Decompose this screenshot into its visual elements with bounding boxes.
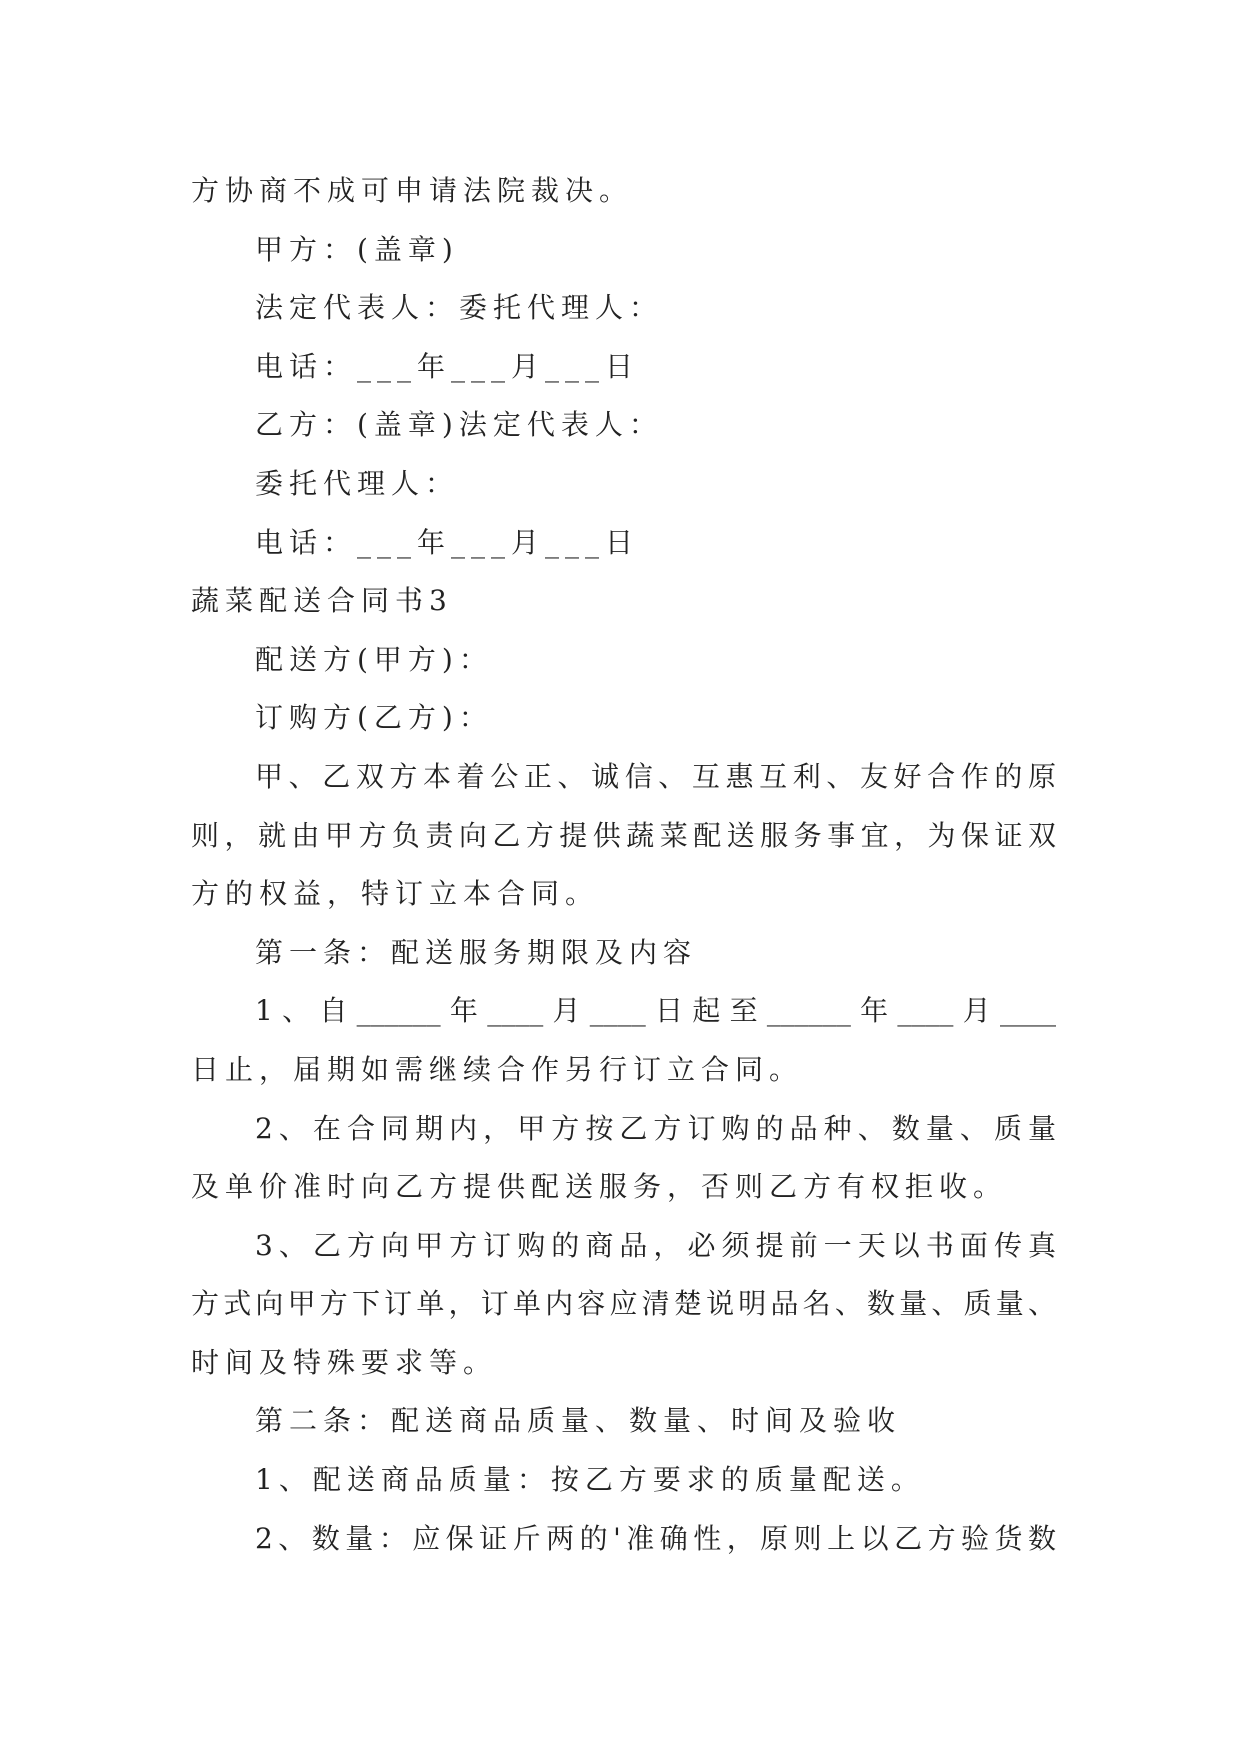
paragraph-line: 法定代表人：委托代理人：	[255, 291, 664, 325]
paragraph-line: 2、在合同期内，甲方按乙方订购的品种、数量、质量	[255, 1111, 1056, 1145]
paragraph-line: 则，就由甲方负责向乙方提供蔬菜配送服务事宜，为保证双	[191, 818, 1056, 852]
paragraph-line: 1、配送商品质量：按乙方要求的质量配送。	[255, 1463, 925, 1497]
document-page	[191, 162, 1056, 1568]
paragraph-line: 甲方：(盖章)	[255, 232, 459, 266]
paragraph-line: 3、乙方向甲方订购的商品，必须提前一天以书面传真	[255, 1228, 1056, 1262]
paragraph-line: 委托代理人：	[255, 466, 460, 500]
paragraph-line: 方式向甲方下订单，订单内容应清楚说明品名、数量、质量、	[191, 1287, 1056, 1321]
paragraph-line: 1、自______年____月____日起至______年____月____	[255, 994, 1056, 1028]
paragraph-line: 2、数量：应保证斤两的'准确性，原则上以乙方验货数	[255, 1521, 1056, 1555]
paragraph-line: 配送方(甲方)：	[255, 642, 493, 676]
paragraph-line: 方协商不成可申请法院裁决。	[191, 174, 634, 207]
paragraph-line: 甲、乙双方本着公正、诚信、互惠互利、友好合作的原	[255, 759, 1056, 793]
paragraph-line: 电话：___年___月___日	[255, 525, 640, 559]
section-title: 蔬菜配送合同书3	[191, 584, 453, 618]
paragraph-line: 时间及特殊要求等。	[191, 1345, 498, 1379]
paragraph-line: 乙方：(盖章)法定代表人：	[255, 408, 663, 442]
article-heading: 第二条：配送商品质量、数量、时间及验收	[255, 1404, 902, 1438]
paragraph-line: 及单价准时向乙方提供配送服务，否则乙方有权拒收。	[191, 1170, 1008, 1204]
paragraph-line: 日止，届期如需继续合作另行订立合同。	[191, 1052, 804, 1086]
paragraph-line: 方的权益，特订立本合同。	[191, 877, 600, 911]
paragraph-line: 订购方(乙方)：	[255, 701, 493, 735]
paragraph-line: 电话：___年___月___日	[255, 349, 640, 383]
article-heading: 第一条：配送服务期限及内容	[255, 935, 698, 969]
